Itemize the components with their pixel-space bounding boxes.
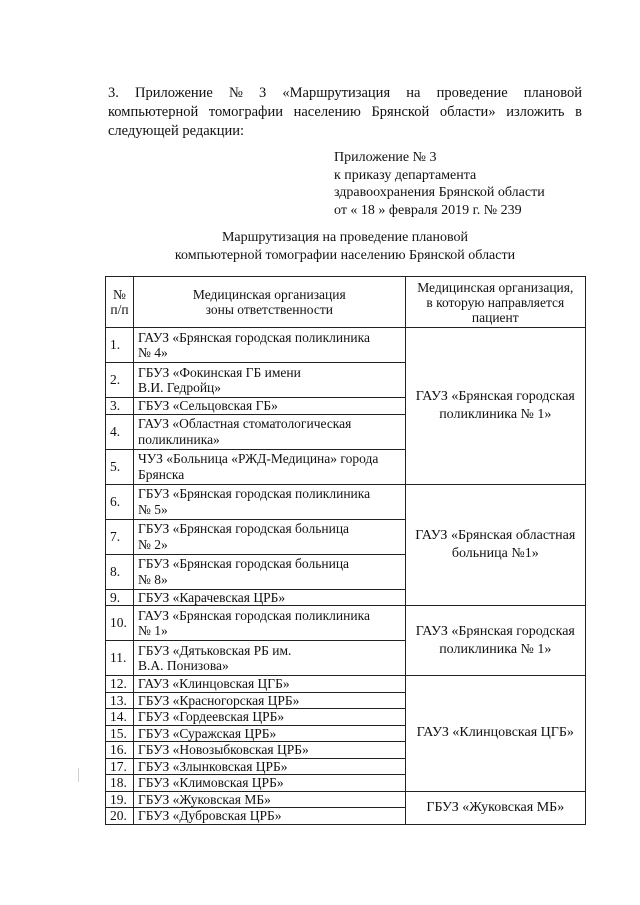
destination-cell: ГАУЗ «Клинцовская ЦГБ» xyxy=(405,676,585,792)
table-header-row xyxy=(106,277,586,328)
appendix-date: от « 18 » февраля 2019 г. № 239 xyxy=(334,202,522,218)
table-row: 12. ГАУЗ «Клинцовская ЦГБ» ГАУЗ «Клинцовская ЦГБ» xyxy=(106,676,586,693)
table-row: 17. ГБУЗ «Злынковская ЦРБ» xyxy=(106,758,586,775)
appendix-number: Приложение № 3 xyxy=(334,150,437,165)
destination-cell: ГАУЗ «Брянская городская поликлиника № 1» xyxy=(405,606,585,676)
header-number: № п/п xyxy=(106,277,134,328)
amendment-line-2: компьютерной томографии населению Брянской области» изложить в xyxy=(108,104,582,120)
table-row: 18. ГБУЗ «Климовская ЦРБ» xyxy=(106,775,586,792)
appendix-department: здравоохранения Брянской области xyxy=(334,185,545,200)
table-row: 2. ГБУЗ «Фокинская ГБ имени В.И. Гедройц» xyxy=(106,363,586,398)
table-row: 6. ГБУЗ «Брянская городская поликлиника № 5» ГАУЗ «Брянская областная больница №1» xyxy=(106,484,586,519)
amendment-paragraph xyxy=(108,84,582,141)
document-title: Маршрутизация на проведение плановой компьютерной томографии населению Брянской области xyxy=(174,230,516,263)
table-row: 1. ГАУЗ «Брянская городская поликлиника № 4» ГАУЗ «Брянская городская поликлиника № 1» xyxy=(106,328,586,363)
destination-cell: ГБУЗ «Жуковская МБ» xyxy=(405,791,585,824)
table-row: 19. ГБУЗ «Жуковская МБ» ГБУЗ «Жуковская МБ» xyxy=(106,791,586,808)
header-destination: Медицинская организация, в которую направляется пациент xyxy=(405,277,585,328)
table-row: 5. ЧУЗ «Больница «РЖД-Медицина» города Брянска xyxy=(106,449,586,484)
destination-cell: ГАУЗ «Брянская областная больница №1» xyxy=(405,484,585,606)
table-row: 7. ГБУЗ «Брянская городская больница № 2» xyxy=(106,519,586,554)
amendment-line-1: 3. Приложение № 3 «Маршрутизация на проведение плановой xyxy=(108,85,582,101)
table-row: 10. ГАУЗ «Брянская городская поликлиника № 1» ГАУЗ «Брянская городская поликлиника № 1» xyxy=(106,606,586,641)
margin-mark xyxy=(78,768,79,782)
appendix-order-ref: к приказу департамента xyxy=(334,167,477,183)
header-organization: Медицинская организация зоны ответственности xyxy=(133,277,405,328)
amendment-line-3: следующей редакции: xyxy=(108,123,245,139)
table-row: 13. ГБУЗ «Красногорская ЦРБ» xyxy=(106,692,586,709)
table-row: 20. ГБУЗ «Дубровская ЦРБ» xyxy=(106,808,586,825)
table-row: 8. ГБУЗ «Брянская городская больница № 8» xyxy=(106,554,586,589)
appendix-header xyxy=(334,149,594,219)
table-row: 14. ГБУЗ «Гордеевская ЦРБ» xyxy=(106,709,586,726)
routing-table xyxy=(105,276,586,825)
table-row: 15. ГБУЗ «Суражская ЦРБ» xyxy=(106,725,586,742)
table-row: 3. ГБУЗ «Сельцовская ГБ» xyxy=(106,398,586,415)
table-row: 16. ГБУЗ «Новозыбковская ЦРБ» xyxy=(106,742,586,759)
table-row: 4. ГАУЗ «Областная стоматологическая поликлиника» xyxy=(106,414,586,449)
destination-cell: ГАУЗ «Брянская городская поликлиника № 1» xyxy=(405,328,585,485)
table-row: 9. ГБУЗ «Карачевская ЦРБ» xyxy=(106,589,586,606)
table-row: 11. ГБУЗ «Дятьковская РБ им. В.А. Понизова» xyxy=(106,641,586,676)
